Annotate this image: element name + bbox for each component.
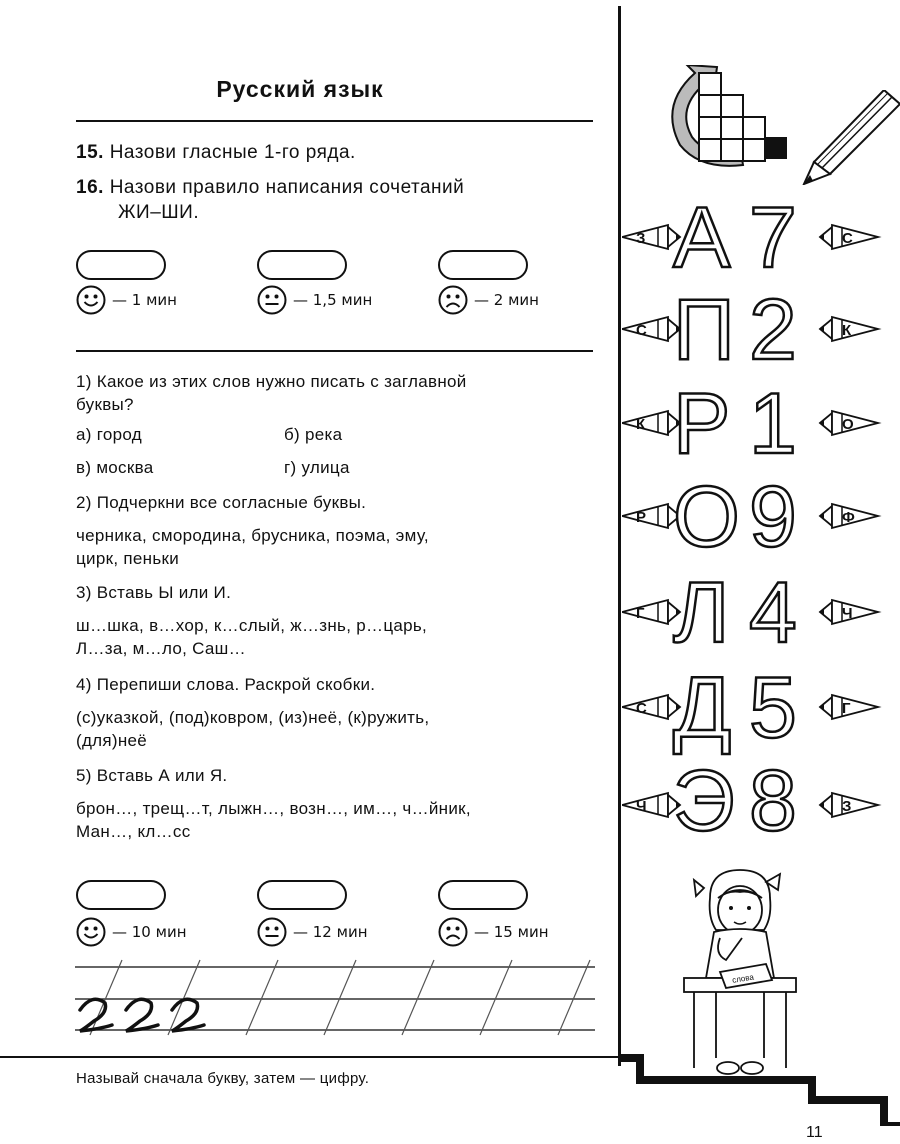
pair-row [622,565,878,661]
option-b: б) река [284,425,343,444]
option-c: в) москва [76,458,154,477]
letter-digit-grid [622,190,900,840]
question-16-cont: ЖИ–ШИ. [118,202,200,223]
divider [76,350,593,352]
task-1-text-cont: буквы? [76,395,134,414]
big-digit: 1 [749,376,797,472]
question-16 [76,175,464,200]
task-2-body-cont: цирк, пеньки [76,549,180,568]
pencil-letter-right: Г [842,700,851,717]
option-a: а) город [76,425,142,444]
pair-row [622,469,878,565]
time-label: — 12 мин [293,923,368,941]
big-letter: П [673,282,735,378]
divider [76,120,593,122]
footer-instruction: Называй сначала букву, затем — цифру. [76,1070,370,1087]
big-digit: 5 [749,660,797,756]
neutral-face-icon [257,917,287,947]
task-4-body: (с)указкой, (под)ковром, (из)неё, (к)ружить, [76,708,430,727]
girl-at-desk-illustration [680,868,800,1083]
task-1-text: 1) Какое из этих слов нужно писать с заглавной [76,372,467,391]
big-letter: А [673,190,731,286]
task-5-text: 5) Вставь А или Я. [76,766,228,785]
task-3-body-cont: Л…за, м…ло, Саш… [76,639,246,658]
big-digit: 2 [749,282,797,378]
pencil-letter-right: О [842,416,854,433]
pair-row [622,660,878,756]
answer-box[interactable] [257,250,347,280]
question-text: Назови гласные 1-го ряда. [109,142,356,163]
pair-row [622,376,878,472]
big-digit: 8 [749,753,797,840]
pencil-letter-left: Р [636,509,647,526]
pencil-letter-left: К [636,416,646,433]
pencil-letter-left: З [636,230,646,247]
task-3-body: ш…шка, в…хор, к…слый, ж…знь, р…царь, [76,616,428,635]
time-label: — 10 мин [112,923,187,941]
pair-row [622,753,878,840]
pencil-letter-left: Г [636,605,645,622]
page-title: Русский язык [216,76,384,102]
time-label: — 2 мин [474,291,539,309]
pencil-letter-right: С [842,230,853,247]
task-2-text: 2) Подчеркни все согласные буквы. [76,493,367,512]
question-text: Назови правило написания сочетаний [109,177,465,198]
task-4-body-cont: (для)неё [76,731,148,750]
big-digit: 4 [749,565,797,661]
question-15 [76,140,356,165]
answer-box[interactable] [257,880,347,910]
task-4-text: 4) Перепиши слова. Раскрой скобки. [76,675,376,694]
happy-face-icon [76,917,106,947]
pencil-letter-left: С [636,322,647,339]
pencil-letter-right: Ч [842,605,853,622]
page-number: 11 [806,1124,823,1141]
happy-face-icon [76,285,106,315]
pencil-letter-right: К [842,322,852,339]
big-letter: Л [673,565,730,661]
pencil-letter-left: Ч [636,798,647,815]
task-5-body-cont: Ман…, кл…сс [76,822,191,841]
sad-face-icon [438,917,468,947]
task-3-text: 3) Вставь Ы или И. [76,583,232,602]
pencil-letter-left: С [636,700,647,717]
pair-row [622,190,878,286]
answer-box[interactable] [438,250,528,280]
arrow-grid-logo [655,65,795,175]
handwriting-practice-lines [70,955,595,1040]
task-5-body: брон…, трещ…т, лыжн…, возн…, им…, ч…йник, [76,799,471,818]
big-letter: Р [673,376,731,472]
sad-face-icon [438,285,468,315]
answer-box[interactable] [76,250,166,280]
pencil-icon [802,90,900,185]
pencil-letter-right: З [842,798,852,815]
time-label: — 15 мин [474,923,549,941]
staircase-decoration [620,1054,900,1126]
task-2-body: черника, смородина, брусника, поэма, эму, [76,526,429,545]
time-label: — 1,5 мин [293,291,373,309]
big-letter: О [673,469,740,565]
neutral-face-icon [257,285,287,315]
pair-row [622,282,878,378]
pencil-letter-right: Ф [842,509,855,526]
big-digit: 7 [749,190,797,286]
question-number: 16. [76,177,104,198]
letter-digit-panel [622,190,900,840]
answer-box[interactable] [438,880,528,910]
question-number: 15. [76,142,104,163]
big-letter: Д [673,660,732,756]
footer-divider [0,1056,620,1058]
option-d: г) улица [284,458,350,477]
answer-box[interactable] [76,880,166,910]
time-label: — 1 мин [112,291,177,309]
column-divider [618,6,621,1066]
big-letter: Э [673,753,735,840]
paper-word: слова [731,972,755,985]
big-digit: 9 [749,469,797,565]
